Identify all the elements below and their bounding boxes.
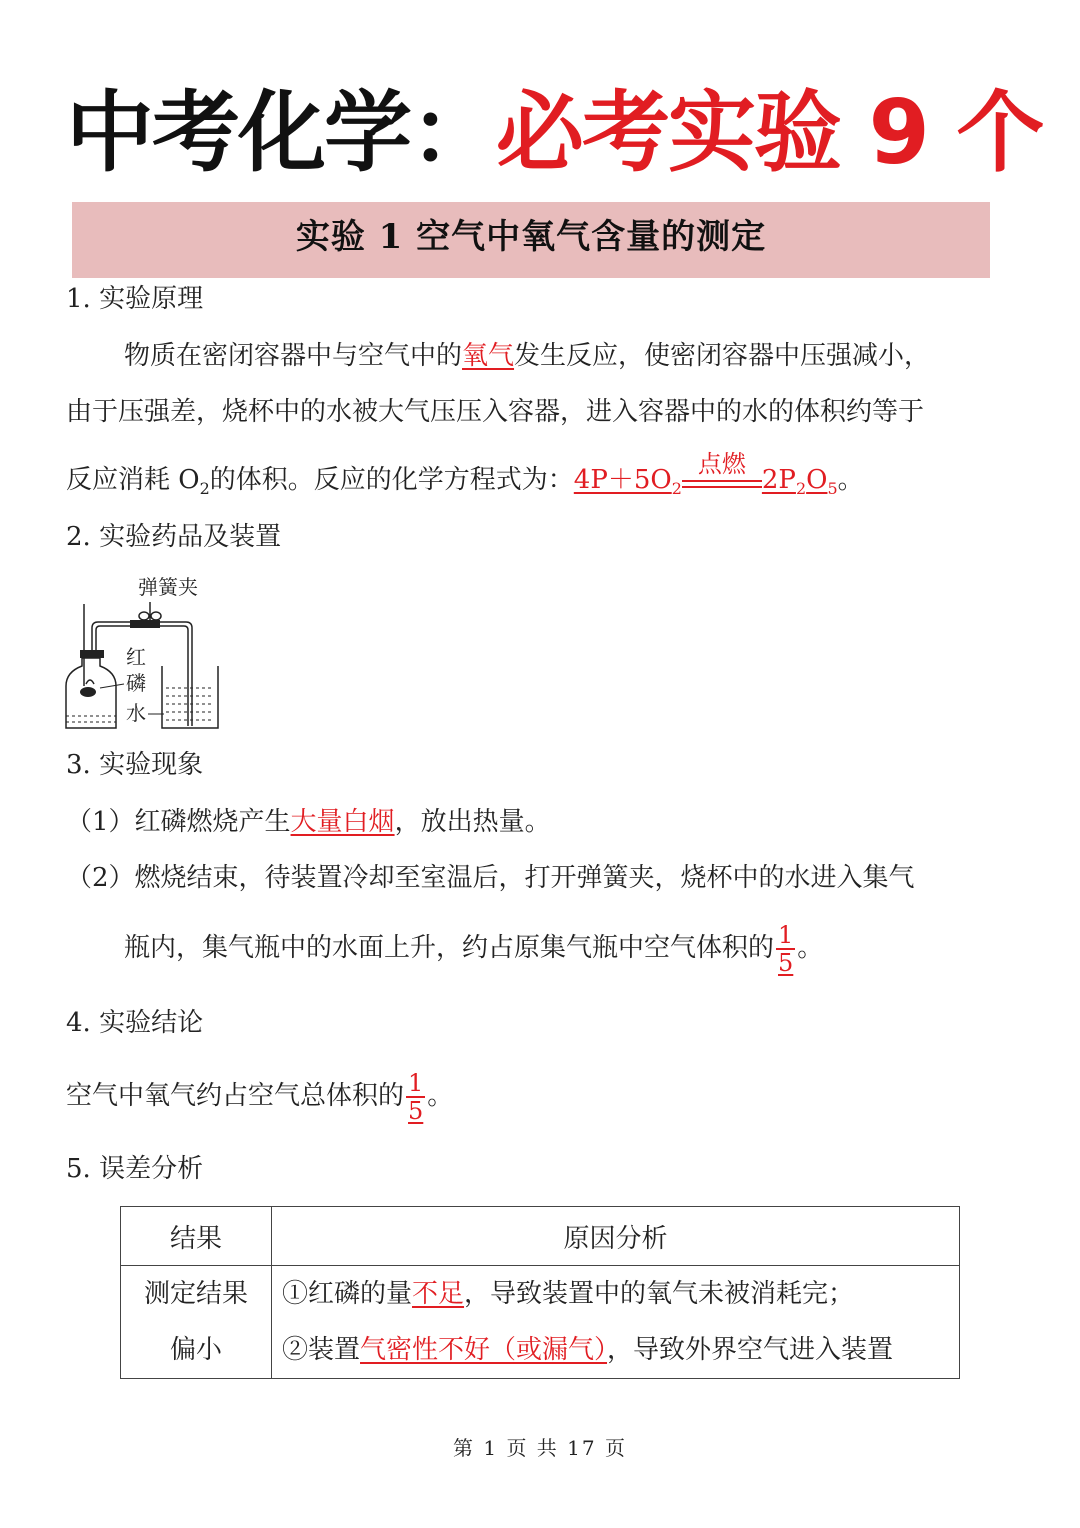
conclusion-sentence: 空气中氧气约占空气总体积的 <box>66 1081 405 1111</box>
phenomenon-heading: 3. 实验现象 <box>66 750 204 780</box>
label-clamp: 弹簧夹 <box>138 575 198 599</box>
condition-label: 点燃 <box>697 450 746 478</box>
subscript: 2 <box>795 479 807 499</box>
reason-cell <box>272 1266 960 1379</box>
title-red-part: 必考实验 9 个 <box>496 81 1043 184</box>
conclusion-text <box>66 1066 453 1126</box>
flame-icon <box>86 680 94 684</box>
chemical-equation <box>573 465 682 499</box>
equals-sign <box>682 480 762 488</box>
phenomenon-text: （1）红磷燃烧产生 <box>66 807 291 837</box>
reason-text: ，导致外界空气进入装置 <box>607 1335 894 1365</box>
fraction-denominator: 5 <box>408 1097 424 1125</box>
clamp-body <box>130 620 160 628</box>
period: 。 <box>427 1081 454 1111</box>
experiment-banner: 实验 1 空气中氧气含量的测定 <box>72 202 990 278</box>
oxygen-highlight: 氧气 <box>462 341 515 371</box>
principle-line-3 <box>66 450 864 507</box>
reaction-condition <box>682 450 762 488</box>
phenomenon-text: ，放出热量。 <box>394 807 551 837</box>
bottle-stopper <box>80 650 104 658</box>
header-reason: 原因分析 <box>272 1207 960 1266</box>
principle-text: 物质在密闭容器中与空气中的 <box>124 341 463 371</box>
error-heading: 5. 误差分析 <box>66 1154 204 1184</box>
principle-text: 的体积。反应的化学方程式为： <box>209 465 574 495</box>
apparatus-heading: 2. 实验药品及装置 <box>66 522 282 552</box>
error-analysis-table <box>120 1206 960 1379</box>
fraction-one-fifth <box>406 1070 425 1124</box>
fraction-denominator: 5 <box>778 949 794 977</box>
page-footer: 第 1 页 共 17 页 <box>453 1436 627 1460</box>
label-pointer <box>100 684 124 688</box>
equation-product: O <box>806 465 828 495</box>
subscript: 2 <box>671 479 682 499</box>
result-cell <box>121 1266 272 1379</box>
phenomenon-item-2-line-1: （2）燃烧结束，待装置冷却至室温后，打开弹簧夹，烧杯中的水进入集气 <box>66 863 915 893</box>
principle-line-2: 由于压强差，烧杯中的水被大气压压入容器，进入容器中的水的体积约等于 <box>66 397 925 427</box>
equation-reactants: 4P＋5O <box>573 465 672 495</box>
airtightness-highlight: 气密性不好（或漏气） <box>360 1335 608 1365</box>
clamp-icon <box>151 612 161 620</box>
phosphorus-spoon <box>80 687 96 697</box>
label-red: 红 <box>126 645 146 669</box>
phenomenon-item-2-line-2 <box>124 918 823 978</box>
fraction-one-fifth <box>776 922 795 976</box>
table-header-row <box>121 1207 960 1266</box>
clamp-icon <box>139 612 149 620</box>
phenomenon-text: 瓶内，集气瓶中的水面上升，约占原集气瓶中空气体积的 <box>124 933 775 963</box>
subscript: 5 <box>827 479 838 499</box>
white-smoke-highlight: 大量白烟 <box>290 807 395 837</box>
conclusion-heading: 4. 实验结论 <box>66 1008 204 1038</box>
period: 。 <box>837 465 864 495</box>
table-row <box>121 1266 960 1379</box>
subscript: 2 <box>199 479 210 499</box>
principle-heading: 1. 实验原理 <box>66 284 204 314</box>
chemical-equation-product <box>761 465 838 499</box>
beaker <box>162 666 218 728</box>
fraction-numerator: 1 <box>408 1069 424 1097</box>
page-title <box>66 78 1043 188</box>
reason-1 <box>282 1266 959 1322</box>
reason-text: ，导致装置中的氧气未被消耗完； <box>464 1279 855 1309</box>
principle-text: 反应消耗 O <box>66 465 200 495</box>
apparatus-diagram <box>60 568 230 738</box>
label-water: 水 <box>126 701 146 725</box>
reason-text: ①红磷的量 <box>282 1279 413 1309</box>
period: 。 <box>797 933 824 963</box>
fraction-numerator: 1 <box>778 921 794 949</box>
reason-2 <box>282 1322 959 1378</box>
label-phosphorus: 磷 <box>126 671 146 695</box>
phenomenon-item-1 <box>66 804 551 840</box>
reason-text: ②装置 <box>282 1335 361 1365</box>
insufficient-highlight: 不足 <box>412 1279 465 1309</box>
equation-product: 2P <box>761 465 796 495</box>
principle-text: 发生反应，使密闭容器中压强减小， <box>514 341 931 371</box>
result-line: 测定结果 <box>143 1279 248 1309</box>
title-black-part: 中考化学： <box>66 81 497 184</box>
principle-line-1 <box>124 338 930 374</box>
result-line: 偏小 <box>169 1335 222 1365</box>
header-result: 结果 <box>121 1207 272 1266</box>
